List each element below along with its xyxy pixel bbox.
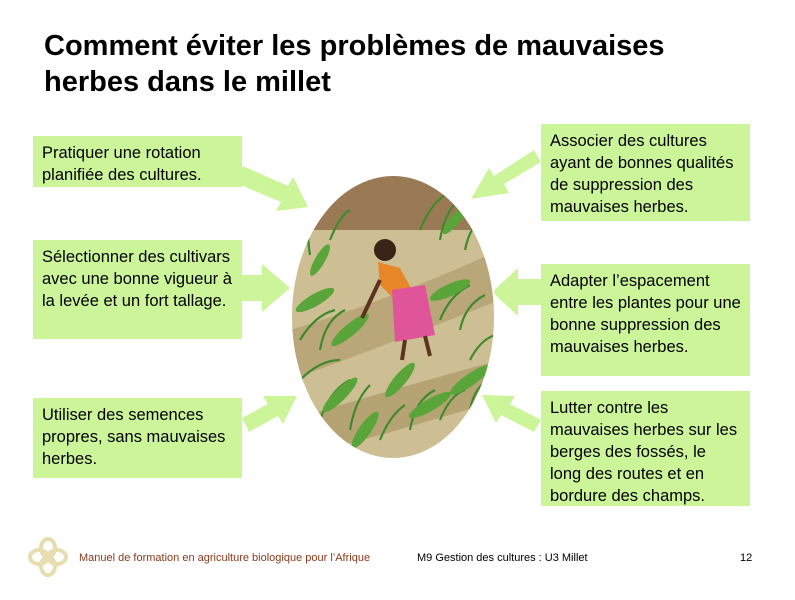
tip-crop-rotation: Pratiquer une rotation planifiée des cultures. [33,136,242,187]
footer-module: M9 Gestion des cultures : U3 Millet [417,552,588,564]
tip-plant-spacing: Adapter l’espacement entre les plantes pour une bonne suppression des mauvaises herbes. [541,264,750,376]
slide-title: Comment éviter les problèmes de mauvaises herbes dans le millet [44,30,665,98]
arrow-right-3 [482,395,541,432]
arrow-left-1 [236,166,308,211]
footer-manual-title: Manuel de formation en agriculture biologique pour l’Afrique [79,552,371,564]
knot-logo-icon [26,535,70,579]
tip-weed-control-borders: Lutter contre les mauvaises herbes sur les berges des fossés, le long des routes et en bordure des champs. [541,391,750,506]
tip-clean-seeds: Utiliser des semences propres, sans mauvaises herbes. [33,398,242,478]
arrow-left-3 [242,396,297,432]
page-number: 12 [740,552,753,564]
arrow-right-2 [492,268,541,316]
arrow-left-2 [242,264,290,312]
tip-intercropping: Associer des cultures ayant de bonnes qualités de suppression des mauvaises herbes. [541,124,750,221]
woman-weeding-millet-field-illustration [280,170,510,470]
tip-vigorous-cultivars: Sélectionner des cultivars avec une bonne vigueur à la levée et un fort tallage. [33,240,242,339]
arrow-right-1 [471,150,541,199]
